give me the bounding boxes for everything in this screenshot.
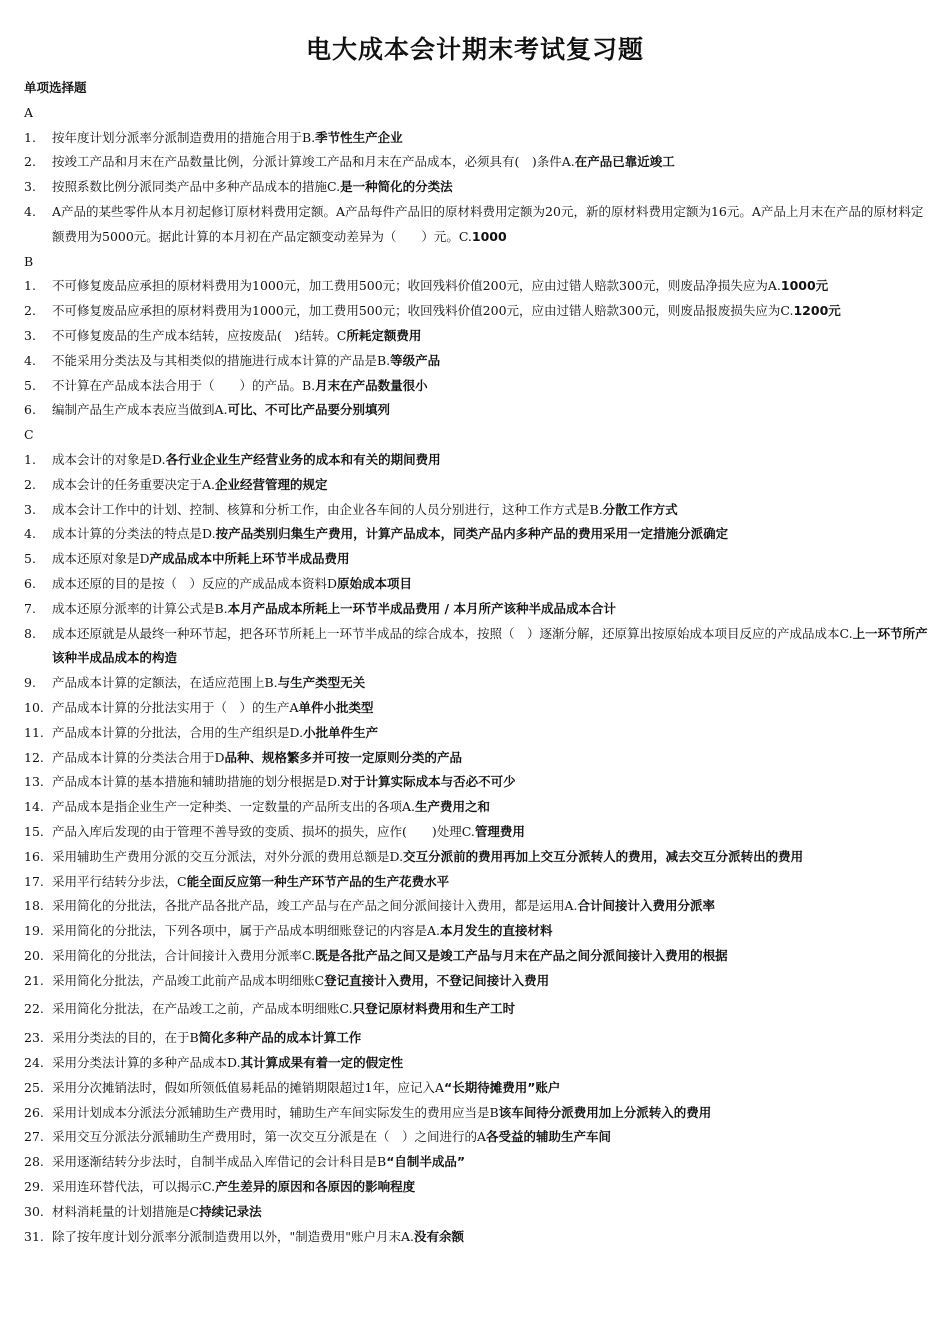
question-text: A产品的某些零件从本月初起修订原材料费用定额。A产品每件产品旧的原材料费用定额为20元，新的原材料费用定额为16元。A产品上月末在产品的原材料定额费用为5000元。据此计算的本月初在产品定额变动差异为（ ）元。C. [52, 203, 924, 244]
question-text: 产品入库后发现的由于管理不善导致的变质、损坏的损失，应作( )处理C. [52, 823, 475, 839]
question-text: 产品成本是指企业生产一定种类、一定数量的产品所支出的各项A. [52, 799, 416, 815]
item-number: 17. [24, 873, 44, 889]
question-text: 产品成本计算的基本措施和辅助措施的划分根据是D. [52, 774, 341, 790]
list-item [24, 324, 930, 349]
answer-text: 产成品成本中所耗上环节半成品费用 [149, 551, 350, 567]
answer-text: 合计间接计入费用分派率 [577, 898, 716, 914]
question-text: 按年度计划分派率分派制造费用的措施合用于B. [52, 129, 316, 145]
item-number: 18. [24, 898, 44, 914]
answer-text: 产生差异的原因和各原因的影响程度 [215, 1179, 416, 1195]
list-item [24, 498, 930, 523]
answer-text: 季节性生产企业 [315, 129, 403, 145]
item-number: 29. [24, 1179, 44, 1195]
item-number: 3. [24, 327, 36, 343]
question-text: 采用简化的分批法，合计间接计入费用分派率C. [52, 947, 316, 963]
list-item [24, 126, 930, 151]
question-text: 材料消耗量的计划措施是C [52, 1203, 200, 1219]
answer-text: 在产品已靠近竣工 [574, 154, 675, 170]
question-text: 不可修复废品应承担的原材料费用为1000元，加工费用500元；收回残料价值200元，应由过错人赔款300元，则废品报废损失应为C. [52, 303, 794, 319]
answer-text: 交互分派前的费用再加上交互分派转人的费用，减去交互分派转出的费用 [403, 848, 804, 864]
list-item [24, 820, 930, 845]
answer-text: 1000元 [780, 278, 829, 294]
item-number: 27. [24, 1129, 44, 1145]
question-text: 采用平行结转分步法，C [52, 873, 187, 889]
list-item [24, 969, 930, 994]
question-text: 不能采用分类法及与其相类似的措施进行成本计算的产品是B. [52, 352, 391, 368]
answer-text: 所耗定额费用 [346, 327, 422, 343]
list-item [24, 721, 930, 746]
answer-text: 可比、不可比产品要分别填列 [227, 402, 391, 418]
list-item [24, 398, 930, 423]
answer-text: 按产品类别归集生产费用，计算产品成本，同类产品内多种产品的费用采用一定措施分派确定 [215, 526, 729, 542]
question-text: 采用连环替代法，可以揭示C. [52, 1179, 216, 1195]
item-number: 1. [24, 129, 36, 145]
question-text: 采用分次摊销法时，假如所领低值易耗品的摊销期限超过1年，应记入A [52, 1079, 444, 1095]
question-text: 采用辅助生产费用分派的交互分派法，对外分派的费用总额是D. [52, 848, 404, 864]
list-item [24, 175, 930, 200]
item-number: 16. [24, 848, 44, 864]
page-title: 电大成本会计期末考试复习题 [305, 35, 644, 64]
group-letter-b: B [24, 253, 34, 269]
item-number: 28. [24, 1154, 44, 1170]
answer-text: 只登记原材料费用和生产工时 [352, 1001, 516, 1017]
item-number: 2. [24, 303, 36, 319]
list-item [24, 299, 930, 324]
item-number: 10. [24, 699, 44, 715]
list-item [24, 770, 930, 795]
list-item [24, 1200, 930, 1225]
list-item [24, 150, 930, 175]
answer-text: 企业经营管理的规定 [215, 476, 328, 492]
question-text: 采用简化分批法，在产品竣工之前，产品成本明细账C. [52, 1001, 353, 1017]
question-text: 采用分类法的目的，在于B [52, 1030, 199, 1046]
item-number: 15. [24, 823, 44, 839]
answer-text: 简化多种产品的成本计算工作 [198, 1030, 362, 1046]
answer-text: 1000 [471, 228, 507, 244]
answer-text: 没有余额 [414, 1228, 465, 1244]
item-number: 3. [24, 179, 36, 195]
question-text: 产品成本计算的分批法实用于（ ）的生产A [52, 699, 299, 715]
list-item [24, 622, 930, 672]
answer-text: 原始成本项目 [337, 575, 413, 591]
answer-text: 品种、规格繁多并可按一定原则分类的产品 [224, 749, 463, 765]
list-item [24, 1101, 930, 1126]
question-text: 产品成本计算的定额法，在适应范围上B. [52, 675, 278, 691]
answer-text: 等级产品 [390, 352, 441, 368]
item-number: 30. [24, 1203, 44, 1219]
answer-text: 小批单件生产 [303, 724, 379, 740]
question-text: 采用交互分派法分派辅助生产费用时，第一次交互分派是在（ ）之间进行的A [52, 1129, 487, 1145]
item-number: 24. [24, 1055, 44, 1071]
list-item [24, 1175, 930, 1200]
question-text: 成本会计的任务重要决定于A. [52, 476, 216, 492]
answer-text: 单件小批类型 [298, 699, 374, 715]
item-number: 3. [24, 501, 36, 517]
answer-text: 各受益的辅助生产车间 [486, 1129, 612, 1145]
item-number: 23. [24, 1030, 44, 1046]
question-text: 采用简化的分批法，各批产品各批产品，竣工产品与在产品之间分派间接计入费用，都是运用A. [52, 898, 578, 914]
list-item [24, 547, 930, 572]
question-text: 除了按年度计划分派率分派制造费用以外，"制造费用"账户月末A. [52, 1228, 415, 1244]
list-item [24, 473, 930, 498]
question-text: 成本还原就是从最终一种环节起，把各环节所耗上一环节半成品的综合成本，按照（ ）逐渐分解，还原算出按原始成本项目反应的产成品成本C. [52, 625, 853, 641]
question-text: 成本会计工作中的计划、控制、核算和分析工作，由企业各车间的人员分别进行，这种工作方式是B. [52, 501, 603, 517]
answer-text: 分散工作方式 [602, 501, 678, 517]
list-item [24, 1076, 930, 1101]
section-heading: 单项选择题 [24, 80, 87, 95]
answer-text: 管理费用 [474, 823, 525, 839]
question-text: 采用简化的分批法，下列各项中，属于产品成本明细账登记的内容是A. [52, 923, 441, 939]
list-item [24, 274, 930, 299]
item-number: 11. [24, 724, 44, 740]
item-number: 8. [24, 625, 36, 641]
answer-text: 能全面反应第一种生产环节产品的生产花费水平 [186, 873, 450, 889]
list-item [24, 870, 930, 895]
item-number: 20. [24, 947, 44, 963]
list-item [24, 671, 930, 696]
question-list [24, 76, 930, 1249]
list-item [24, 696, 930, 721]
list-item [24, 845, 930, 870]
item-number: 5. [24, 377, 36, 393]
item-number: 9. [24, 675, 36, 691]
item-number: 1. [24, 451, 36, 467]
list-item [24, 597, 930, 622]
item-number: 5. [24, 551, 36, 567]
item-number: 6. [24, 575, 36, 591]
item-number: 4. [24, 203, 36, 219]
item-number: 2. [24, 476, 36, 492]
item-number: 26. [24, 1104, 44, 1120]
answer-text: 1200元 [793, 303, 841, 319]
question-text: 成本还原的目的是按（ ）反应的产成品成本资料D [52, 575, 338, 591]
answer-text: 上一环节所产该种半成品成本的构造 [52, 625, 928, 666]
group-letter-a: A [24, 104, 34, 120]
answer-text: 生产费用之和 [415, 799, 491, 815]
item-number: 31. [24, 1228, 44, 1244]
list-item [24, 795, 930, 820]
list-item [24, 572, 930, 597]
list-item [24, 1225, 930, 1250]
question-text: 不可修复废品应承担的原材料费用为1000元，加工费用500元；收回残料价值200元，应由过错人赔款300元，则废品净损失应为A. [52, 278, 781, 294]
list-item [24, 200, 930, 250]
list-item [24, 522, 930, 547]
question-text: 成本会计的对象是D. [52, 451, 166, 467]
list-item [24, 894, 930, 919]
question-text: 成本还原对象是D [52, 551, 150, 567]
answer-text: 本月发生的直接材料 [440, 923, 553, 939]
answer-text: 是一种简化的分类法 [340, 179, 453, 195]
list-item [24, 1026, 930, 1051]
item-number: 4. [24, 526, 36, 542]
answer-text: 登记直接计入费用，不登记间接计入费用 [324, 972, 550, 988]
question-text: 不计算在产品成本法合用于（ ）的产品。B. [52, 377, 316, 393]
answer-text: 持续记录法 [199, 1203, 262, 1219]
answer-text: 该车间待分派费用加上分派转入的费用 [498, 1104, 712, 1120]
item-number: 12. [24, 749, 44, 765]
list-item [24, 1051, 930, 1076]
list-item [24, 1150, 930, 1175]
answer-text: 既是各批产品之间又是竣工产品与月末在产品之间分派间接计入费用的根据 [315, 947, 728, 963]
answer-text: 本月产品成本所耗上一环节半成品费用 / 本月所产该种半成品成本合计 [227, 600, 616, 616]
question-text: 按照系数比例分派同类产品中多种产品成本的措施C. [52, 179, 341, 195]
list-item [24, 1125, 930, 1150]
answer-text: “自制半成品” [386, 1154, 466, 1170]
answer-text: “长期待摊费用”账户 [443, 1079, 561, 1095]
item-number: 19. [24, 923, 44, 939]
list-item [24, 349, 930, 374]
question-text: 成本计算的分类法的特点是D. [52, 526, 216, 542]
list-item [24, 746, 930, 771]
item-number: 14. [24, 799, 44, 815]
question-text: 产品成本计算的分类法合用于D [52, 749, 225, 765]
question-text: 不可修复废品的生产成本结转，应按废品( )结转。C [52, 327, 347, 343]
question-text: 按竣工产品和月末在产品数量比例，分派计算竣工产品和月末在产品成本，必须具有( )条件A. [52, 154, 575, 170]
answer-text: 对于计算实际成本与否必不可少 [340, 774, 516, 790]
question-text: 成本还原分派率的计算公式是B. [52, 600, 228, 616]
item-number: 1. [24, 278, 36, 294]
answer-text: 各行业企业生产经营业务的成本和有关的期间费用 [165, 451, 441, 467]
group-letter-c: C [24, 427, 34, 443]
question-text: 产品成本计算的分批法，合用的生产组织是D. [52, 724, 304, 740]
item-number: 7. [24, 600, 36, 616]
answer-text: 其计算成果有着一定的假定性 [240, 1055, 404, 1071]
item-number: 22. [24, 1001, 44, 1017]
question-text: 采用分类法计算的多种产品成本D. [52, 1055, 241, 1071]
item-number: 4. [24, 352, 36, 368]
question-text: 采用简化分批法，产品竣工此前产品成本明细账C [52, 972, 325, 988]
answer-text: 与生产类型无关 [277, 675, 366, 691]
item-number: 13. [24, 774, 44, 790]
list-item [24, 374, 930, 399]
question-text: 采用计划成本分派法分派辅助生产费用时，辅助生产车间实际发生的费用应当是B [52, 1104, 499, 1120]
list-item [24, 997, 930, 1022]
answer-text: 月末在产品数量很小 [315, 377, 428, 393]
item-number: 21. [24, 972, 44, 988]
question-text: 采用逐渐结转分步法时，自制半成品入库借记的会计科目是B [52, 1154, 387, 1170]
list-item [24, 944, 930, 969]
question-text: 编制产品生产成本表应当做到A. [52, 402, 228, 418]
list-item [24, 448, 930, 473]
item-number: 6. [24, 402, 36, 418]
item-number: 25. [24, 1079, 44, 1095]
list-item [24, 919, 930, 944]
item-number: 2. [24, 154, 36, 170]
